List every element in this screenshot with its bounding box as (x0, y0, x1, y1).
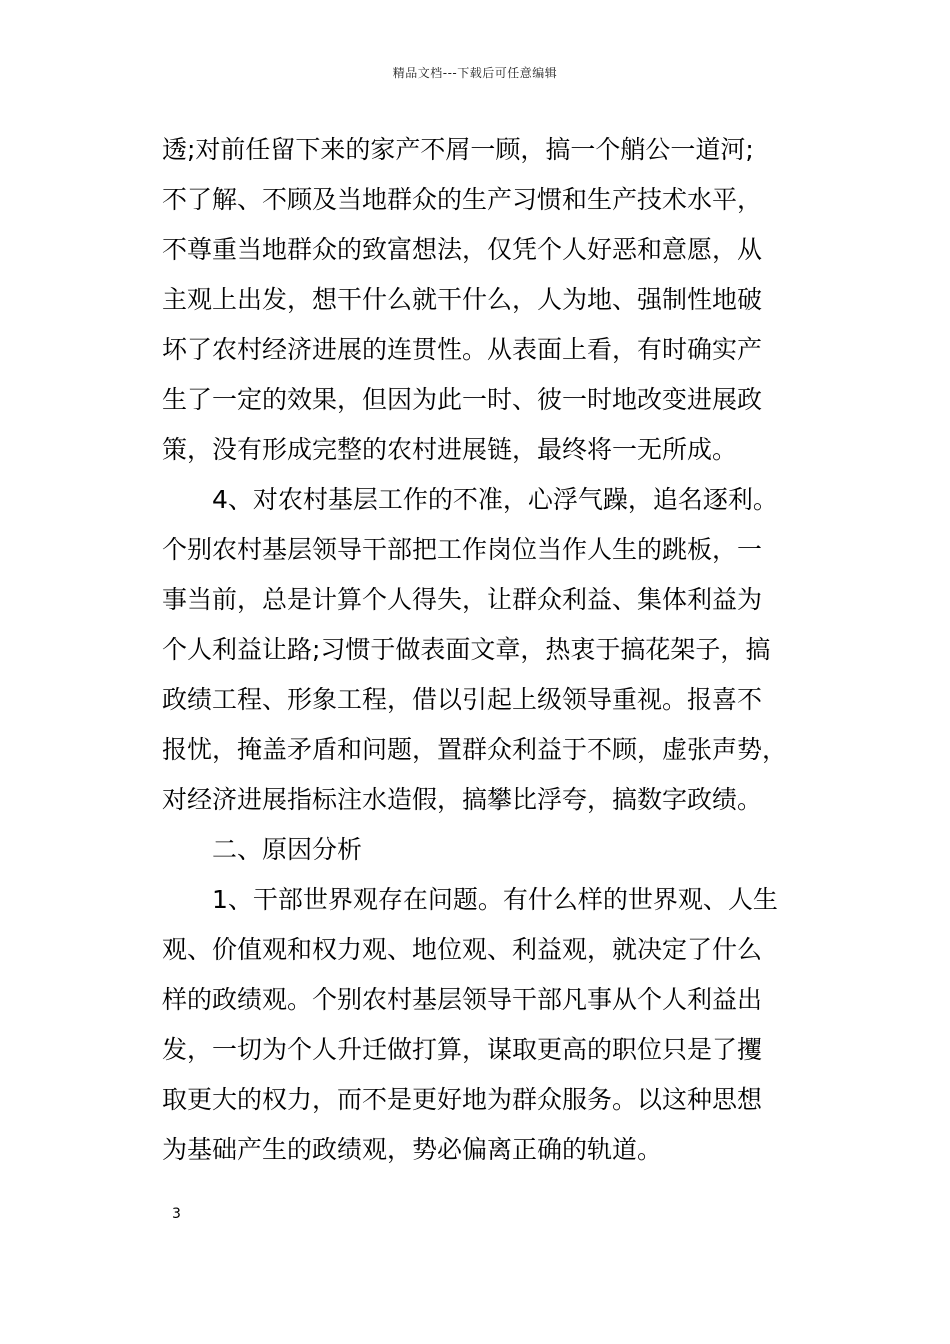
body-line: 坏了农村经济进展的连贯性。从表面上看，有时确实产 (162, 335, 763, 364)
body-line: 取更大的权力，而不是更好地为群众服务。以这种思想 (162, 1085, 763, 1114)
body-line: 政绩工程、形象工程，借以引起上级领导重视。报喜不 (162, 685, 763, 714)
paragraph-first-line: 4、对农村基层工作的不准，心浮气躁，追名逐利。 (212, 485, 778, 514)
body-line: 个别农村基层领导干部把工作岗位当作人生的跳板，一 (162, 535, 763, 564)
body-line: 生了一定的效果，但因为此一时、彼一时地改变进展政 (162, 385, 763, 414)
body-line: 事当前，总是计算个人得失，让群众利益、集体利益为 (162, 585, 763, 614)
body-line: 不了解、不顾及当地群众的生产习惯和生产技术水平， (162, 185, 763, 214)
body-line: 对经济进展指标注水造假，搞攀比浮夸，搞数字政绩。 (162, 785, 763, 814)
page-number: 3 (172, 1206, 181, 1222)
body-line: 透;对前任留下来的家产不屑一顾，搞一个艄公一道河; (162, 135, 754, 164)
body-line: 观、价值观和权力观、地位观、利益观，就决定了什么 (162, 935, 763, 964)
body-line: 发，一切为个人升迁做打算，谋取更高的职位只是了攫 (162, 1035, 763, 1064)
section-heading: 二、原因分析 (212, 835, 363, 864)
page-header: 精品文档---下载后可任意编辑 (392, 66, 558, 80)
body-line: 报忧，掩盖矛盾和问题，置群众利益于不顾，虚张声势， (162, 735, 788, 764)
body-line: 个人利益让路;习惯于做表面文章，热衷于搞花架子，搞 (162, 635, 771, 664)
body-line: 样的政绩观。个别农村基层领导干部凡事从个人利益出 (162, 985, 763, 1014)
paragraph-first-line: 1、干部世界观存在问题。有什么样的世界观、人生 (212, 885, 778, 914)
body-line: 策，没有形成完整的农村进展链，最终将一无所成。 (162, 435, 738, 464)
body-line: 不尊重当地群众的致富想法，仅凭个人好恶和意愿，从 (162, 235, 763, 264)
body-line: 主观上出发，想干什么就干什么，人为地、强制性地破 (162, 285, 763, 314)
body-line: 为基础产生的政绩观，势必偏离正确的轨道。 (162, 1135, 663, 1164)
